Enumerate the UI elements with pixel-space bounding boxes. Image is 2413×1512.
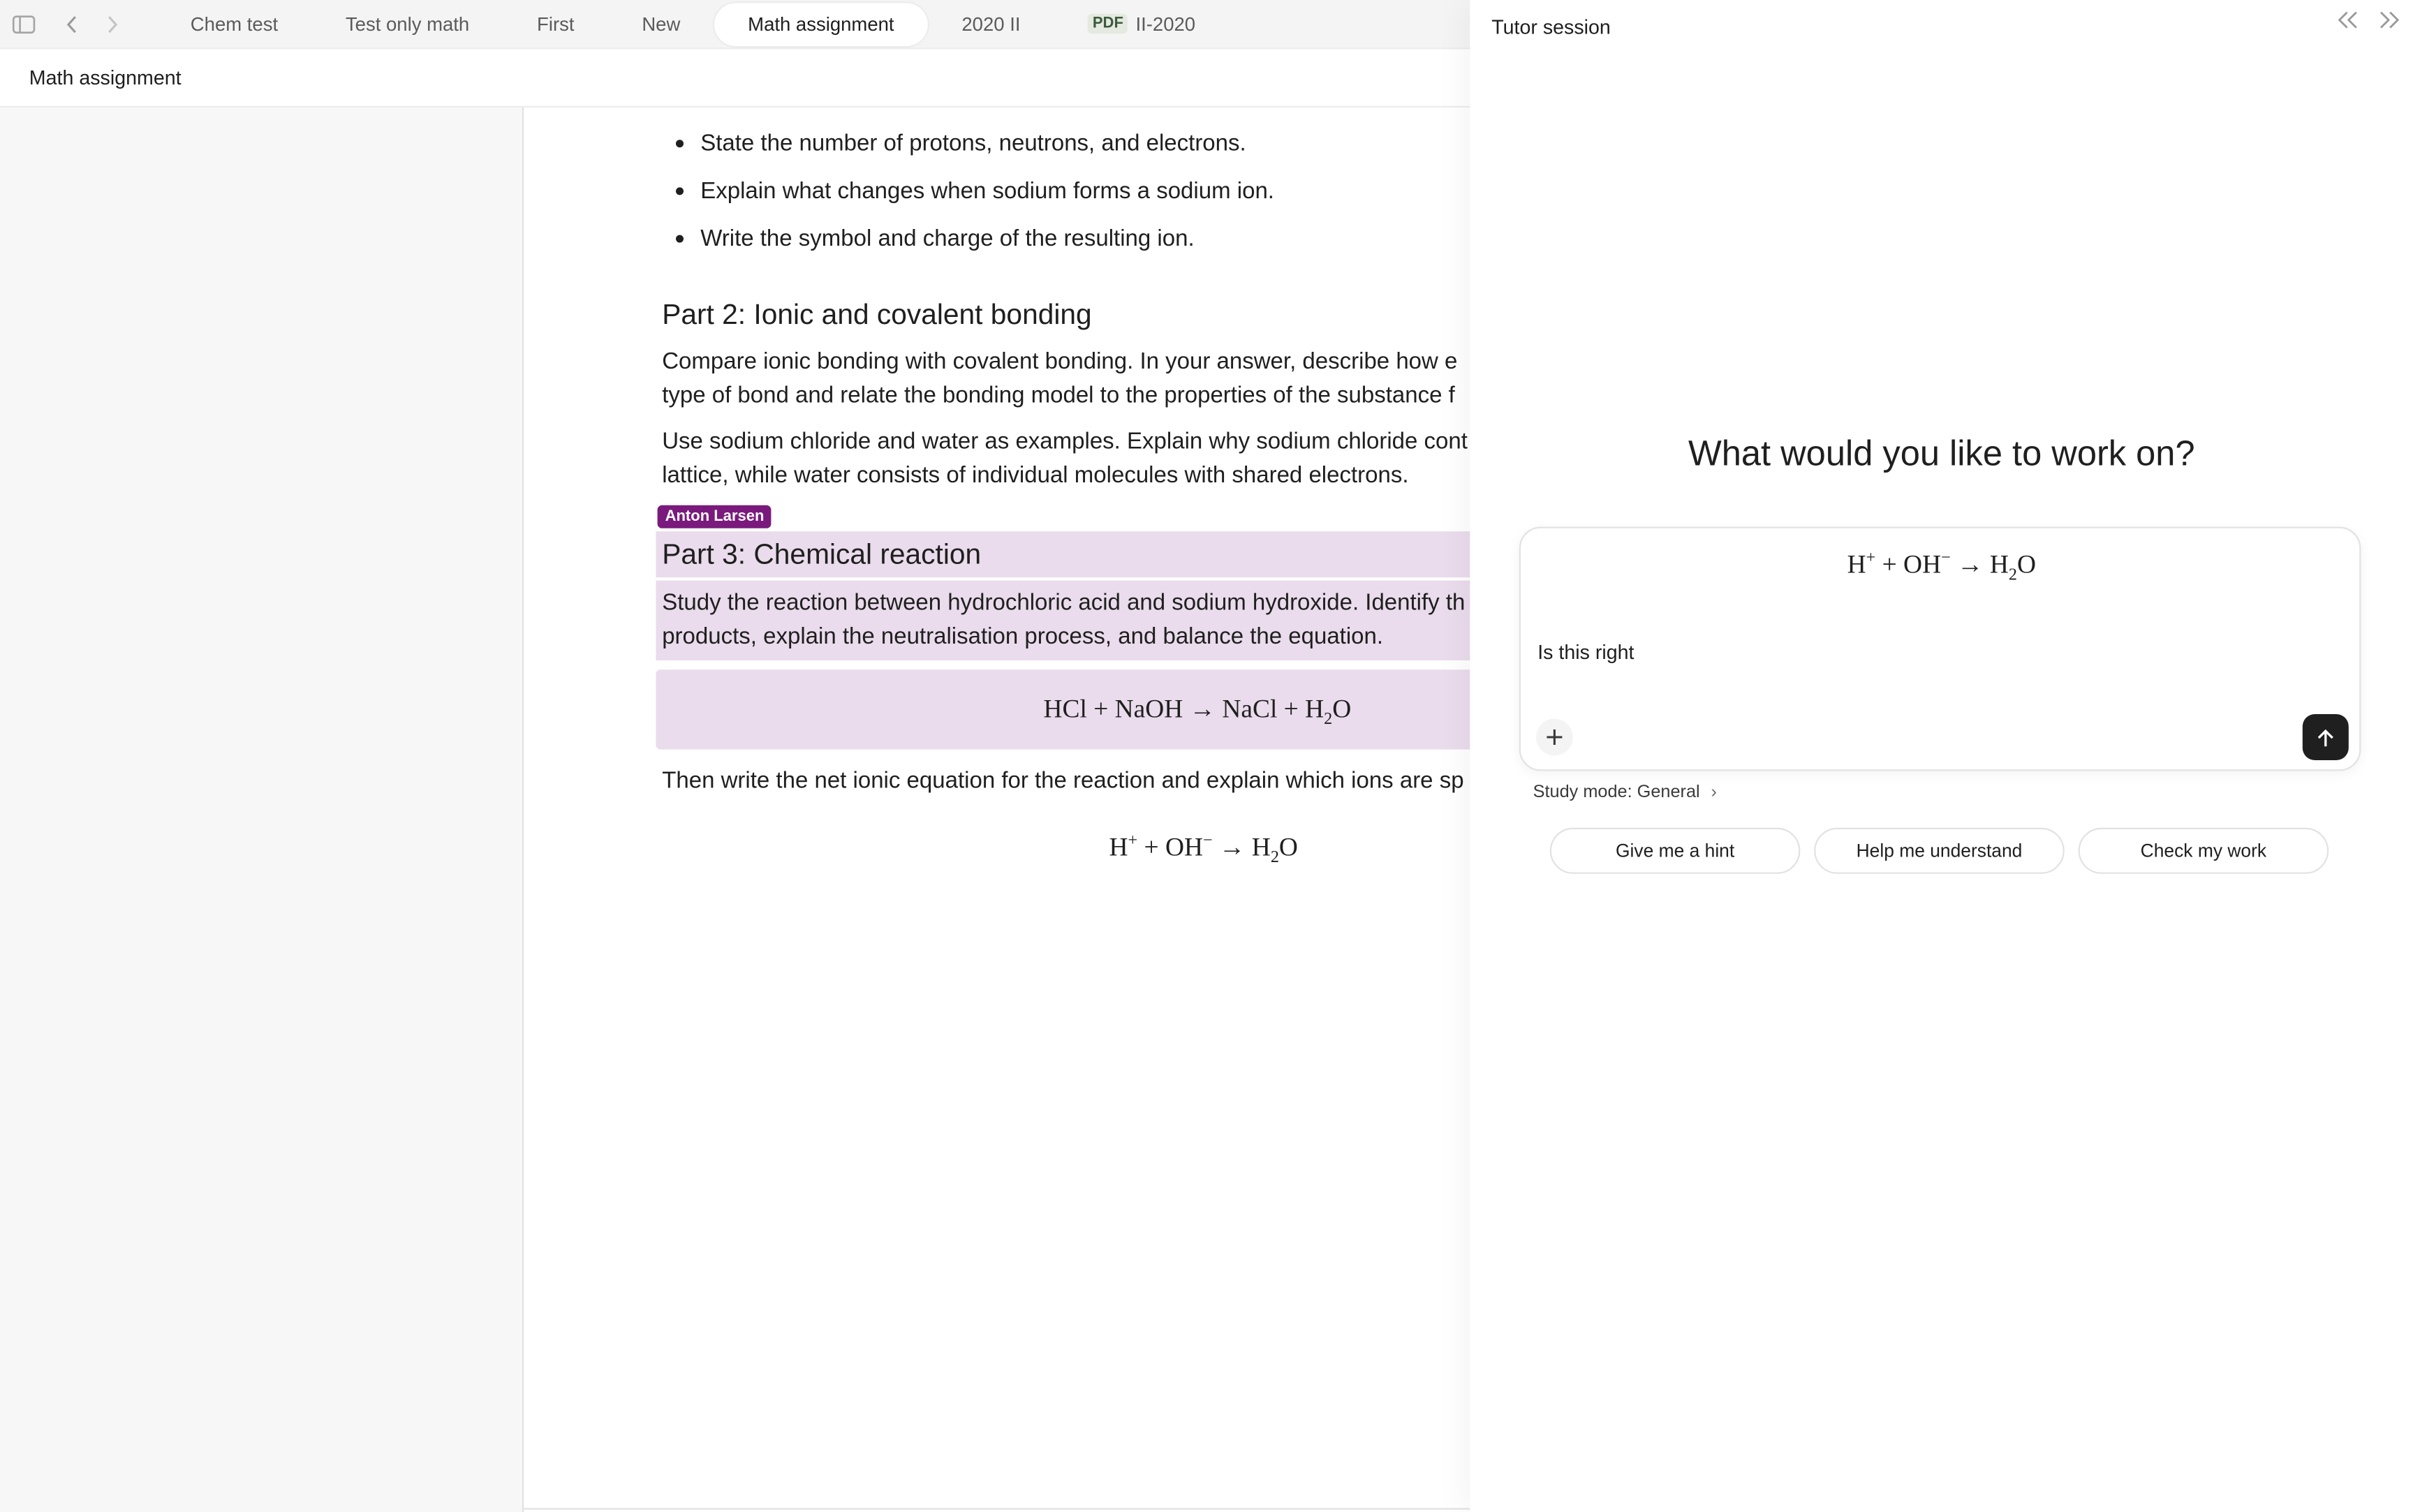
tab-test-only-math[interactable] (312, 2, 503, 45)
tutor-title: Tutor session (1491, 15, 1611, 38)
text-line: type of bond and relate the bonding model to the properties of the substance f (662, 382, 1455, 409)
tab-label: Math assignment (748, 13, 894, 35)
collapse-left-icon[interactable] (2336, 9, 2361, 37)
part3-paragraph-1 (656, 581, 1470, 660)
part3-paragraph-2: Then write the net ionic equation for the reaction and explain which ions are sp (662, 768, 1464, 794)
add-attachment-button[interactable] (1536, 719, 1573, 756)
part3-heading: Part 3: Chemical reaction (656, 531, 1470, 577)
tab-new[interactable] (608, 2, 714, 45)
give-hint-button[interactable]: Give me a hint (1550, 828, 1801, 874)
text-line: products, explain the neutralisation process, and balance the equation. (662, 623, 1384, 650)
help-understand-button[interactable]: Help me understand (1814, 828, 2065, 874)
plus-icon (1545, 728, 1563, 746)
pdf-badge: PDF (1088, 14, 1128, 34)
text-line: Study the reaction between hydrochloric acid and sodium hydroxide. Identify th (662, 589, 1466, 616)
tab-2020-ii[interactable] (928, 2, 1054, 45)
text-line: Use sodium chloride and water as examples. Explain why sodium chloride cont (662, 428, 1468, 455)
study-mode-selector[interactable] (1533, 783, 1717, 801)
tab-label: II-2020 (1135, 13, 1196, 35)
tab-ii-2020[interactable] (1054, 2, 1230, 45)
equation: $H^+ + OH^- \to H_2O$ (1847, 549, 2037, 584)
chevron-right-icon: › (1711, 783, 1717, 802)
page-content (662, 108, 1470, 867)
tab-first[interactable] (503, 2, 608, 45)
part2-paragraph-2 (662, 425, 1470, 493)
study-mode-label: Study mode: General (1533, 783, 1700, 802)
composer-message[interactable]: Is this right (1537, 640, 1635, 664)
tab-label: Chem test (190, 13, 279, 35)
sidebar-toggle-icon[interactable] (6, 7, 40, 40)
send-arrow-icon (2317, 727, 2335, 748)
tab-bar (0, 0, 1470, 49)
suggestion-chips (1550, 828, 2329, 874)
tab-label: New (642, 13, 681, 35)
author-tag: Anton Larsen (658, 505, 772, 528)
tab-math-assignment[interactable] (714, 2, 928, 45)
check-work-button[interactable]: Check my work (2079, 828, 2329, 874)
tutor-heading: What would you like to work on? (1688, 433, 2195, 473)
tutor-panel (1470, 0, 2413, 1512)
tab-label: Test only math (345, 13, 470, 35)
document-page[interactable] (524, 108, 1470, 1510)
equation: $H^+ + OH^- \to H_2O$ (1109, 831, 1298, 867)
part3-section (662, 508, 1470, 867)
list-item: State the number of protons, neutrons, and electrons. (662, 120, 1470, 168)
list-item: Write the symbol and charge of the resulting ion. (662, 215, 1470, 262)
equation-block (662, 831, 1470, 867)
equation: HCl + NaOH → NaCl + $H_2O$ (1043, 694, 1352, 729)
forward-arrow-icon[interactable] (95, 7, 128, 40)
tab-chem-test[interactable] (156, 2, 311, 45)
part2-paragraph-1 (662, 346, 1470, 413)
tab-label: 2020 II (961, 13, 1021, 35)
text-line: lattice, while water consists of individual molecules with shared electrons. (662, 462, 1409, 489)
part2-heading: Part 2: Ionic and covalent bonding (662, 297, 1092, 330)
composer-equation (1521, 549, 2363, 584)
left-gutter (0, 108, 524, 1512)
document-title-bar (0, 49, 1470, 108)
equation-block-highlighted (656, 669, 1470, 749)
list-item: Explain what changes when sodium forms a sodium ion. (662, 168, 1470, 215)
document-title: Math assignment (29, 66, 182, 89)
tutor-controls (2336, 9, 2400, 37)
expand-right-icon[interactable] (2376, 9, 2400, 37)
bullet-list (662, 120, 1470, 263)
back-arrow-icon[interactable] (55, 7, 89, 40)
text-line: Compare ionic bonding with covalent bonding. In your answer, describe how e (662, 348, 1458, 375)
message-composer[interactable] (1519, 527, 2361, 771)
send-button[interactable] (2303, 714, 2349, 760)
tab-label: First (537, 13, 575, 35)
